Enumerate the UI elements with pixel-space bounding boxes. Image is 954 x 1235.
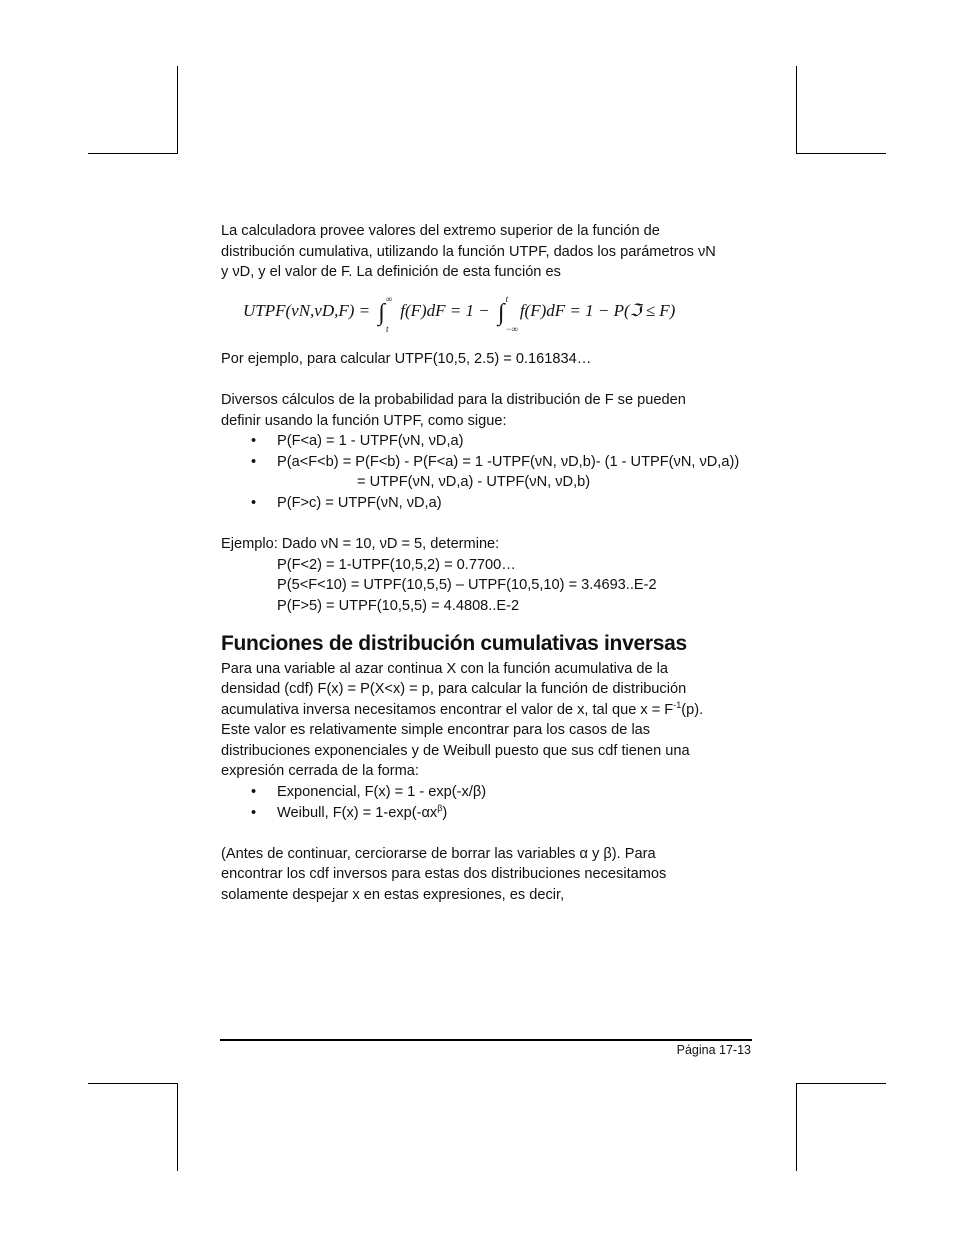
page-content: [221, 221, 751, 906]
text-line: La calculadora provee valores del extremo superior de la función de: [221, 223, 660, 239]
upper-limit: t: [505, 293, 509, 304]
utpf-formula: [221, 283, 751, 349]
list-item: • P(F>c) = UTPF(νN, νD,a): [221, 493, 751, 514]
integral-limits: [505, 293, 519, 334]
superscript: -1: [673, 699, 682, 710]
crop-mark-bottom-right-vertical: [796, 1083, 797, 1171]
list-item: • P(F<a) = 1 - UTPF(νN, νD,a): [221, 431, 751, 452]
text-line: distribución cumulativa, utilizando la función UTPF, dados los parámetros νN: [221, 243, 716, 260]
crop-mark-top-left-vertical: [177, 66, 178, 154]
text-line: encontrar los cdf inversos para estas dos distribuciones necesitamos: [221, 866, 667, 883]
text-line: definir usando la función UTPF, como sigue:: [221, 412, 507, 429]
inverse-cdf-paragraph: [221, 659, 751, 783]
lower-limit: −∞: [505, 323, 519, 334]
crop-mark-bottom-left-horizontal: [88, 1083, 178, 1084]
probability-list: [221, 431, 751, 472]
probability-paragraph: [221, 390, 751, 431]
footer-rule: [220, 1039, 752, 1041]
superscript: β: [437, 802, 443, 813]
integral-limits: [385, 293, 396, 334]
list-item-weibull: [221, 803, 751, 824]
upper-limit: ∞: [385, 293, 393, 304]
crop-mark-top-left-horizontal: [88, 153, 178, 154]
text-line: Diversos cálculos de la probabilidad para la distribución de F se pueden: [221, 391, 686, 408]
section-heading: Funciones de distribución cumulativas inversas: [221, 631, 687, 655]
text-line: densidad (cdf) F(x) = P(X<x) = p, para calcular la función de distribución: [221, 681, 687, 698]
list-item-exponential: • Exponencial, F(x) = 1 - exp(-x/β): [221, 782, 751, 803]
formula-rhs: f(F)dF = 1 − P(ℑ ≤ F): [519, 300, 676, 320]
crop-mark-bottom-right-horizontal: [796, 1083, 886, 1084]
distribution-list: [221, 782, 751, 823]
list-item-continuation: = UTPF(νN, νD,a) - UTPF(νN, νD,b): [357, 474, 591, 491]
example-intro: Ejemplo: Dado νN = 10, νD = 5, determine:: [221, 536, 500, 553]
crop-mark-bottom-left-vertical: [177, 1083, 178, 1171]
list-item: • P(a<F<b) = P(F<b) - P(F<a) = 1 -UTPF(νN, νD,b)- (1 - UTPF(νN, νD,a)): [221, 452, 751, 473]
example-line: P(F>5) = UTPF(10,5,5) = 4.4808..E-2: [277, 597, 520, 614]
formula-mid: f(F)dF = 1 −: [400, 300, 490, 320]
formula-lhs: UTPF(νN,νD,F) =: [243, 300, 371, 320]
example-line: P(F<2) = 1-UTPF(10,5,2) = 0.7700…: [277, 556, 516, 573]
text-span: (p).: [681, 701, 704, 718]
text-line: expresión cerrada de la forma:: [221, 763, 419, 780]
text-line: Este valor es relativamente simple encontrar para los casos de las: [221, 722, 651, 739]
text-line: distribuciones exponenciales y de Weibull puesto que sus cdf tienen una: [221, 742, 690, 759]
intro-paragraph: [221, 221, 751, 283]
lower-limit: t: [385, 323, 389, 334]
crop-mark-top-right-horizontal: [796, 153, 886, 154]
text-line: solamente despejar x en estas expresiones, es decir,: [221, 887, 565, 904]
example-line: P(5<F<10) = UTPF(10,5,5) – UTPF(10,5,10) = 3.4693..E-2: [277, 577, 657, 594]
text-span: ): [442, 804, 448, 821]
text-line: (Antes de continuar, cerciorarse de borrar las variables α y β). Para: [221, 845, 656, 862]
closing-paragraph: [221, 844, 751, 906]
integral-sign: ∫: [497, 299, 505, 326]
text-span: acumulativa inversa necesitamos encontrar el valor de x, tal que x = F: [221, 701, 674, 718]
example-utpf: Por ejemplo, para calcular UTPF(10,5, 2.5) = 0.161834…: [221, 350, 592, 367]
text-line: y νD, y el valor de F. La definición de esta función es: [221, 264, 561, 281]
text-line: Para una variable al azar continua X con la función acumulativa de la: [221, 660, 669, 677]
integral-sign: ∫: [378, 299, 385, 326]
page-number: Página 17-13: [676, 1043, 751, 1057]
text-span: Weibull, F(x) = 1-exp(-αx: [277, 804, 438, 821]
crop-mark-top-right-vertical: [796, 66, 797, 154]
probability-list-end: [221, 493, 751, 514]
text-line: [221, 700, 751, 721]
